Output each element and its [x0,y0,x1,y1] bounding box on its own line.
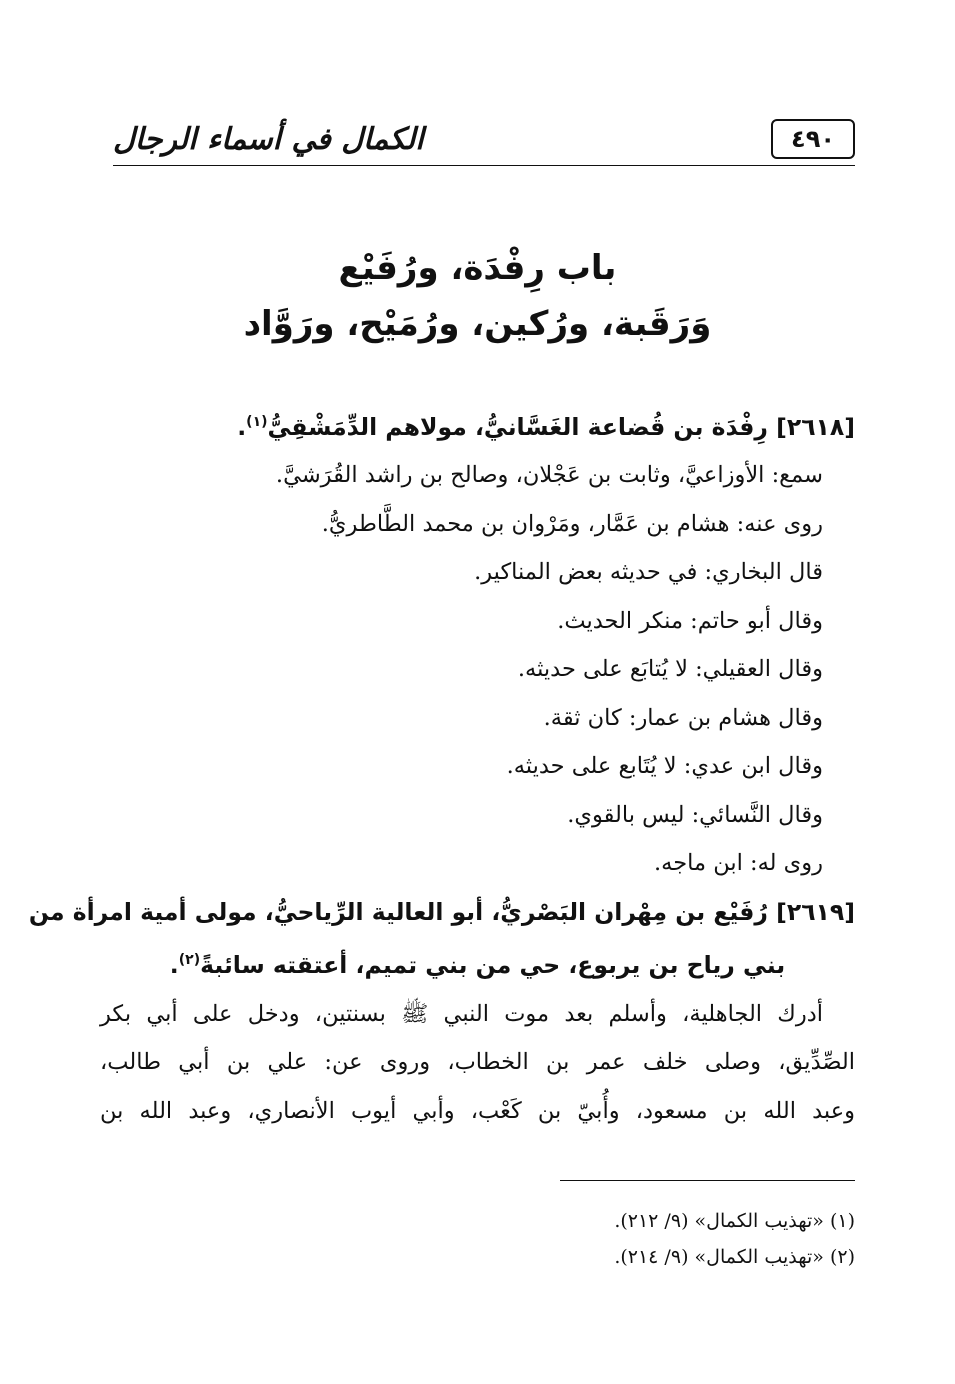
text-line: قال البخاري: في حديثه بعض المناكير. [474,559,823,586]
text-line: وقال هشام بن عمار: كان ثقة. [543,704,823,731]
entry-heading-text: [٢٦١٨] رِفْدَة بن قُضاعة الغَسَّانيُّ، مولاهم الدِّمَشْقِيُّ [267,412,855,441]
text-line: وقال العقيلي: لا يُتابَع على حديثه. [517,656,823,683]
header-rule [113,165,855,166]
chapter-title-line-1: باب رِفْدَة، ورُفَيْع [338,248,617,288]
page-number: ٤٩٠ [771,119,855,159]
text-line: سمع: الأوزاعيَّ، وثابت بن عَجْلان، وصالح بن راشد القُرَشيَّ. [275,462,823,489]
footnote-1: (١) «تهذيب الكمال» (٩/ ٢١٢). [614,1210,855,1232]
footnote-rule [560,1180,855,1181]
footnote-2: (٢) «تهذيب الكمال» (٩/ ٢١٤). [614,1246,855,1268]
text-line: الصِّدِّيق، وصلى خلف عمر بن الخطاب، وروى عن: علي بن أبي طالب، [100,1049,855,1076]
entry-heading-text: بني رياح بن يربوع، حي من بني تميم، أعتقته سائبةً [200,951,786,980]
text-line: وقال ابن عدي: لا يُتَابع على حديثه. [506,753,823,780]
main-text [28,398,855,1135]
entry-heading-2618: [٢٦١٨] رِفْدَة بن قُضاعة الغَسَّانيُّ، مولاهم الدِّمَشْقِيُّ$^{(١)}$. [237,412,855,441]
text-line: وقال النَّسائي: ليس بالقوي. [567,801,823,828]
footnotes [614,1203,855,1275]
text-line: أدرك الجاهلية، وأسلم بعد موت النبي ﷺ بسنتين، ودخل على أبي بكر [100,1000,823,1027]
running-title: الكمال في أسماء الرجال [113,121,424,157]
text-line: روى عنه: هشام بن عَمَّار، ومَرْوان بن محمد الطَّاطريُّ. [321,510,823,537]
page-header [113,110,855,168]
footnote-marker: (٢) [178,952,201,969]
entry-heading-2619-cont: بني رياح بن يربوع، حي من بني تميم، أعتقته سائبةً$^{(٢)}$. [169,951,786,980]
text-line: وعبد الله بن مسعود، وأُبيّ بن كَعْب، وأبي أيوب الأنصاري، وعبد الله بن [100,1097,855,1124]
entry-heading-2619: [٢٦١٩] رُفَيْع بن مِهْران البَصْريُّ، أبو العالية الرِّياحيُّ، مولى أمية امرأة من [28,897,855,926]
chapter-title-line-2: وَرَقَبة، ورُكين، ورُمَيْح، ورَوَّاد [243,304,712,344]
chapter-title [100,240,855,352]
text-line: وقال أبو حاتم: منكر الحديث. [557,607,823,634]
footnote-marker: (١) [246,414,268,430]
text-line: روى له: ابن ماجه. [654,850,823,877]
